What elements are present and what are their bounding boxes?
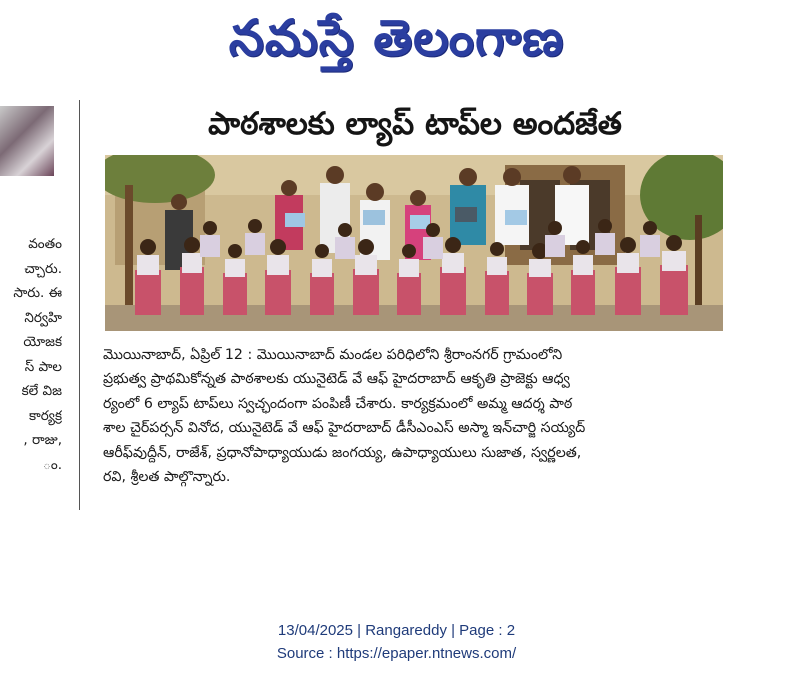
article-line: ర్యంలో 6 ల్యాప్ టాప్‌లు స్వచ్ఛందంగా పంపిణీ చేశారు. కార్యక్రమంలో అమ్మ ఆదర్శ పాఠ bbox=[103, 395, 573, 412]
adjacent-article-column bbox=[0, 100, 80, 510]
newspaper-masthead: నమస్తే తెలంగాణ bbox=[228, 9, 565, 67]
footer-date-edition: 13/04/2025 | Rangareddy | Page : 2 bbox=[277, 622, 516, 639]
article-body bbox=[103, 343, 725, 489]
adjacent-text-line: ం. bbox=[43, 456, 62, 473]
column-divider bbox=[79, 100, 80, 510]
adjacent-text-line: , రాజు, bbox=[23, 432, 62, 448]
adjacent-text-line: సారు. ఈ bbox=[13, 285, 62, 301]
adjacent-text-line: యోజక bbox=[23, 334, 62, 350]
adjacent-article-photo bbox=[0, 106, 54, 176]
adjacent-text-line: నిర్వహి bbox=[24, 309, 62, 326]
adjacent-text-line: వంతం bbox=[28, 236, 62, 252]
article-line: ప్రభుత్వ ప్రాథమికోన్నత పాఠశాలకు యునైటెడ్ వే ఆఫ్ హైదరాబాద్ ఆకృతి ప్రాజెక్టు ఆధ్వ bbox=[103, 371, 570, 388]
article-line: శాల చైర్‌పర్సన్ వినోద, యునైటెడ్ వే ఆఫ్ హైదరాబాద్ డీసీఎంఎస్ అస్మా ఇన్‌చార్జి సయ్యద్ bbox=[103, 420, 586, 437]
adjacent-text-line: కలే విజ bbox=[21, 383, 62, 399]
article-headline: పాఠశాలకు ల్యాప్ టాప్‌ల అందజేత bbox=[208, 106, 622, 142]
article-line: రవి, శ్రీలత పాల్గొన్నారు. bbox=[103, 469, 231, 486]
article-line: ఆరీఫ్‌వుద్దీన్, రాజేశ్, ప్రధానోపాధ్యాయుడు జంగయ్య, ఉపాధ్యాయులు సుజాత, స్వర్ణలత, bbox=[103, 444, 582, 461]
article-photo bbox=[105, 155, 723, 331]
adjacent-text-line: చ్చారు. bbox=[24, 260, 62, 277]
adjacent-text-line: స్ పాల bbox=[24, 358, 62, 375]
article-line: మొయినాబాద్, ఏప్రిల్ 12 : మొయినాబాద్ మండల పరిధిలోని శ్రీరాంనగర్ గ్రామంలోని bbox=[103, 347, 563, 363]
adjacent-article-text bbox=[0, 232, 62, 477]
adjacent-text-line: కార్యక్ర bbox=[29, 407, 62, 424]
footer-source-link[interactable]: Source : https://epaper.ntnews.com/ bbox=[276, 645, 517, 662]
